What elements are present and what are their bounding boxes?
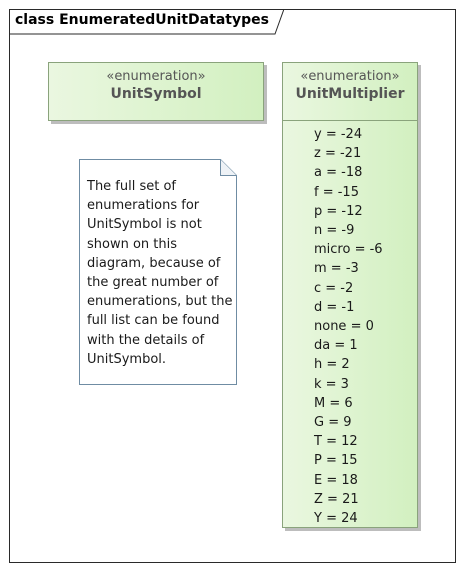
enum-literal[interactable]: h = 2 bbox=[314, 357, 350, 373]
unit-multiplier-stereotype: «enumeration» bbox=[300, 69, 400, 84]
enum-literal[interactable]: P = 15 bbox=[314, 453, 358, 469]
enum-literal[interactable]: M = 6 bbox=[314, 395, 353, 411]
unit-multiplier-literals bbox=[283, 121, 417, 528]
unit-multiplier-header bbox=[283, 69, 417, 121]
enum-literal[interactable]: E = 18 bbox=[314, 472, 358, 488]
unit-symbol-enumeration[interactable] bbox=[48, 62, 264, 121]
enum-literal[interactable]: micro = -6 bbox=[314, 242, 383, 258]
enum-literal[interactable]: none = 0 bbox=[314, 319, 374, 335]
enum-literal[interactable]: c = -2 bbox=[314, 280, 354, 296]
unit-multiplier-name: UnitMultiplier bbox=[295, 86, 405, 102]
enum-literal[interactable]: y = -24 bbox=[314, 127, 363, 142]
diagram-note[interactable] bbox=[79, 159, 237, 385]
enum-literal[interactable]: a = -18 bbox=[314, 165, 363, 181]
enum-literal[interactable]: G = 9 bbox=[314, 415, 352, 431]
enum-literal[interactable]: Y = 24 bbox=[314, 511, 358, 527]
enum-literal[interactable]: d = -1 bbox=[314, 299, 355, 315]
unit-symbol-stereotype: «enumeration» bbox=[106, 69, 206, 84]
enum-literal[interactable]: Z = 21 bbox=[314, 491, 359, 507]
diagram-frame-tab bbox=[9, 9, 284, 35]
diagram-title: class EnumeratedUnitDatatypes bbox=[15, 12, 269, 28]
unit-multiplier-enumeration[interactable] bbox=[282, 62, 418, 528]
enum-literal[interactable]: n = -9 bbox=[314, 223, 355, 239]
enum-literal[interactable]: k = 3 bbox=[314, 376, 349, 392]
enum-literal[interactable]: da = 1 bbox=[314, 338, 358, 354]
note-text: The full set of enumerations for UnitSymbol is not shown on this diagram, because of the great number of enumerations, but the full list can be found with the details of UnitSymbol. bbox=[87, 179, 233, 367]
unit-symbol-name: UnitSymbol bbox=[110, 86, 202, 102]
enum-literal[interactable]: T = 12 bbox=[314, 434, 358, 450]
enum-literal[interactable]: z = -21 bbox=[314, 146, 362, 162]
enum-literal[interactable]: f = -15 bbox=[314, 184, 359, 200]
enum-literal[interactable]: p = -12 bbox=[314, 203, 363, 219]
enum-literal[interactable]: m = -3 bbox=[314, 261, 359, 277]
